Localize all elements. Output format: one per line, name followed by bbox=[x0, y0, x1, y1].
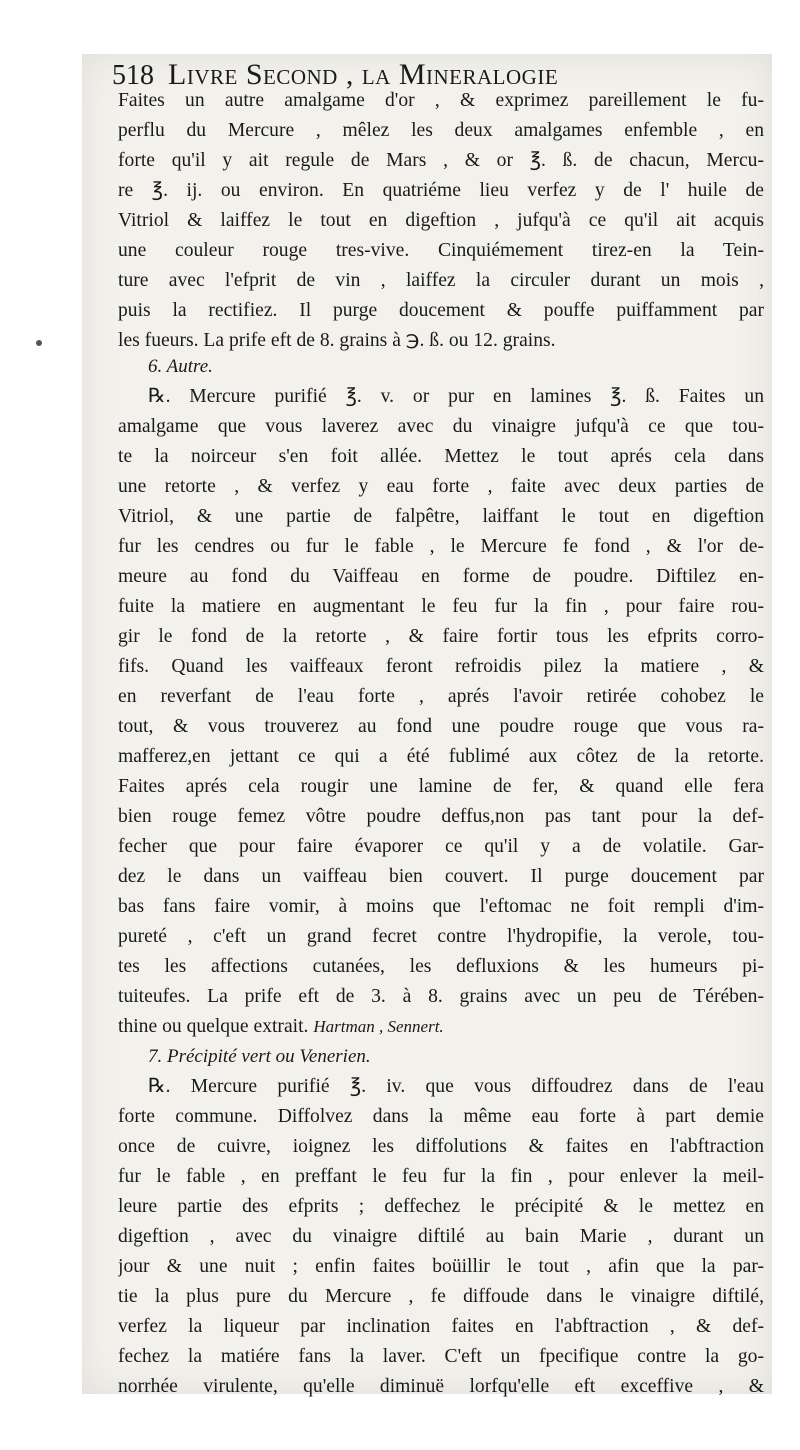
text-line: une retorte , & verfez y eau forte , faite avec deux parties de bbox=[118, 476, 764, 497]
text-line: fur le fable , en preffant le feu fur la fin , pour enlever la meil- bbox=[118, 1166, 764, 1187]
text-line: une couleur rouge tres-vive. Cinquiémement tirez-en la Tein- bbox=[118, 240, 764, 261]
text-line: bien rouge femez vôtre poudre deffus,non pas tant pour la def- bbox=[118, 806, 764, 827]
text-line: fecher que pour faire évaporer ce qu'il y a de volatile. Gar- bbox=[118, 836, 764, 857]
page-number: 518 bbox=[112, 60, 154, 91]
text-line: digeftion , avec du vinaigre diftilé au bain Marie , durant un bbox=[118, 1226, 764, 1247]
text-line: te la noirceur s'en foit allée. Mettez le tout aprés cela dans bbox=[118, 446, 764, 467]
text-line: meure au fond du Vaiffeau en forme de poudre. Diftilez en- bbox=[118, 566, 764, 587]
text-line: fuite la matiere en augmentant le feu fur la fin , pour faire rou- bbox=[118, 596, 764, 617]
text-line: forte qu'il y ait regule de Mars , & or ℥. ß. de chacun, Mercu- bbox=[118, 150, 764, 171]
section-heading: 6. Autre. bbox=[148, 356, 213, 377]
text-line: verfez la liqueur par inclination faites en l'abftraction , & def- bbox=[118, 1316, 764, 1337]
citation: Hartman , Sennert. bbox=[313, 1017, 444, 1036]
text-line: en reverfant de l'eau forte , aprés l'avoir retirée cohobez le bbox=[118, 686, 764, 707]
text-line: re ℥. ij. ou environ. En quatriéme lieu verfez y de l' huile de bbox=[118, 180, 764, 201]
text-line: leure partie des efprits ; deffechez le précipité & le mettez en bbox=[118, 1196, 764, 1217]
text-line: tout, & vous trouverez au fond une poudre rouge que vous ra- bbox=[118, 716, 764, 737]
text-line: dez le dans un vaiffeau bien couvert. Il purge doucement par bbox=[118, 866, 764, 887]
text-line: puis la rectifiez. Il purge doucement & pouffe puiffamment par bbox=[118, 300, 764, 321]
text-line: gir le fond de la retorte , & faire fortir tous les efprits corro- bbox=[118, 626, 764, 647]
text-line: ture avec l'efprit de vin , laiffez la circuler durant un mois , bbox=[118, 270, 764, 291]
text-line: tuiteufes. La prife eft de 3. à 8. grains avec un peu de Térében- bbox=[118, 986, 764, 1007]
margin-ink-dot bbox=[36, 340, 42, 346]
running-head-title: Livre Second , la Mineralogie bbox=[168, 58, 559, 91]
text-line: bas fans faire vomir, à moins que l'eftomac ne foit rempli d'im- bbox=[118, 896, 764, 917]
text-line: once de cuivre, ioignez les diffolutions & faites en l'abftraction bbox=[118, 1136, 764, 1157]
text-line: Vitriol & laiffez le tout en digeftion , jufqu'à ce qu'il ait acquis bbox=[118, 210, 764, 231]
text-line: amalgame que vous laverez avec du vinaigre jufqu'à ce que tou- bbox=[118, 416, 764, 437]
text-line: Faites aprés cela rougir une lamine de fer, & quand elle fera bbox=[118, 776, 764, 797]
text-line: fechez la matiére fans la laver. C'eft un fpecifique contre la go- bbox=[118, 1346, 764, 1367]
text-line: pureté , c'eft un grand fecret contre l'hydropifie, la verole, tou- bbox=[118, 926, 764, 947]
text-line: perflu du Mercure , mêlez les deux amalgames enfemble , en bbox=[118, 120, 764, 141]
text-line: mafferez,en jettant ce qui a été fublimé aux côtez de la retorte. bbox=[118, 746, 764, 767]
text-line: Faites un autre amalgame d'or , & exprimez pareillement le fu- bbox=[118, 90, 764, 111]
text-line: jour & une nuit ; enfin faites boüillir le tout , afin que la par- bbox=[118, 1256, 764, 1277]
text-line: ℞. Mercure purifié ℥. v. or pur en lamines ℥. ß. Faites un bbox=[148, 386, 764, 407]
text-line: forte commune. Diffolvez dans la même eau forte à part demie bbox=[118, 1106, 764, 1127]
closing-text: thine ou quelque extrait. bbox=[118, 1016, 309, 1037]
text-line: tie la plus pure du Mercure , fe diffoude dans le vinaigre diftilé, bbox=[118, 1286, 764, 1307]
text-line: les fueurs. La prife eft de 8. grains à ℈. ß. ou 12. grains. bbox=[118, 330, 556, 351]
text-line: ℞. Mercure purifié ℥. iv. que vous diffoudrez dans de l'eau bbox=[148, 1076, 764, 1097]
section-heading: 7. Précipité vert ou Venerien. bbox=[148, 1046, 371, 1067]
text-line: fifs. Quand les vaiffeaux feront refroidis pilez la matiere , & bbox=[118, 656, 764, 677]
text-line: norrhée virulente, qu'elle diminuë lorfqu'elle eft exceffive , & bbox=[118, 1376, 764, 1397]
text-line: fur les cendres ou fur le fable , le Mercure fe fond , & l'or de- bbox=[118, 536, 764, 557]
text-line: tes les affections cutanées, les defluxions & les humeurs pi- bbox=[118, 956, 764, 977]
text-line bbox=[118, 1012, 764, 1042]
text-line: Vitriol, & une partie de falpêtre, laiffant le tout en digeftion bbox=[118, 506, 764, 527]
